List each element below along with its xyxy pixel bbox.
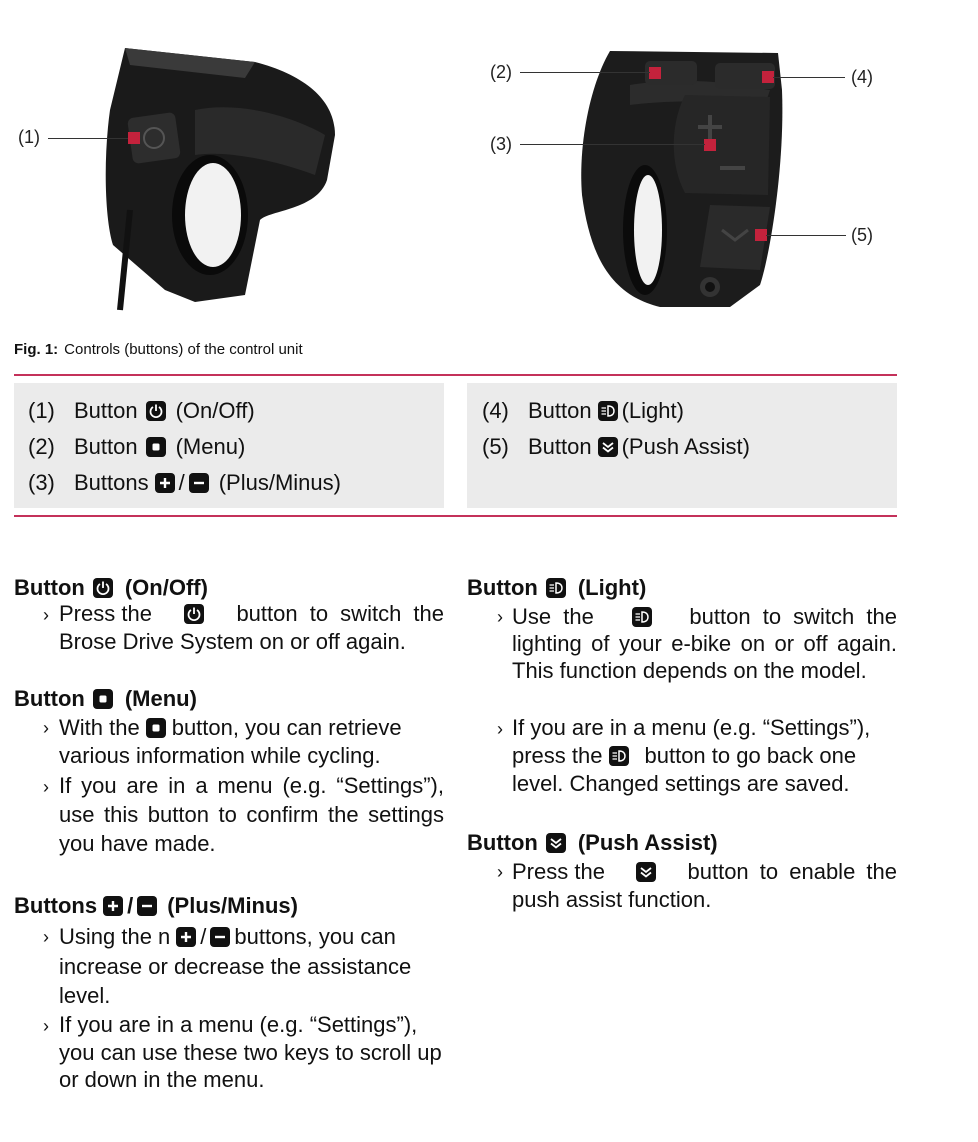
figure-caption <box>14 341 303 358</box>
light-bullet-2-line-1: If you are in a menu (e.g. “Settings”), <box>512 715 871 740</box>
text: button to enable the <box>687 859 897 884</box>
legend-item-3 <box>28 470 341 496</box>
menu-bullet-1-line-2: various information while cycling. <box>59 743 381 768</box>
legend-word: Button <box>528 398 592 423</box>
push-bullet-1-line-2: push assist function. <box>512 887 712 912</box>
minus-icon <box>210 927 230 947</box>
callout-label-1: (1) <box>18 127 40 147</box>
section-title-word: Button <box>14 575 85 600</box>
section-title-light <box>467 575 646 601</box>
callout-label-4: (4) <box>851 67 873 87</box>
text: button to switch the <box>689 604 897 629</box>
legend-word: Button <box>74 434 138 459</box>
plusminus-bullet-1-rest: increase or decrease the assistance level. <box>59 954 412 1008</box>
bullet-arrow: › <box>43 777 49 797</box>
push-assist-icon <box>636 862 656 882</box>
push-bullet-1-line-1 <box>512 858 897 886</box>
section-title-plusminus <box>14 893 298 919</box>
legend-top-rule <box>14 374 897 376</box>
figure-caption-text: Controls (buttons) of the control unit <box>64 341 303 358</box>
bullet-arrow: › <box>43 718 49 738</box>
text: press the <box>512 743 603 768</box>
callout-line-1 <box>48 138 128 139</box>
section-title-desc: (Light) <box>577 575 647 600</box>
bullet-arrow: › <box>43 605 49 625</box>
legend-desc: (Light) <box>621 398 684 423</box>
light-bullet-1-rest: lighting of your e-bike on or off again. This function depends on the model. <box>512 631 897 683</box>
text: button to switch the <box>236 601 444 626</box>
legend-item-1 <box>28 398 255 424</box>
bullet-arrow: › <box>497 862 503 882</box>
callout-line-2 <box>520 72 650 73</box>
power-icon <box>146 401 166 421</box>
section-title-word: Button <box>467 830 538 855</box>
control-unit-right-image <box>570 45 790 317</box>
section-title-onoff <box>14 575 208 601</box>
text: button to go back one <box>644 743 857 768</box>
legend-word: Buttons <box>74 470 149 495</box>
light-bullet-2-line-3: level. Changed settings are saved. <box>512 771 850 796</box>
callout-label-5: (5) <box>851 225 873 245</box>
light-icon <box>598 401 618 421</box>
callout-line-4 <box>773 77 845 78</box>
menu-icon <box>146 718 166 738</box>
plusminus-bullet-1-line-1 <box>59 923 449 951</box>
text: Using the n <box>59 924 171 949</box>
section-title-desc: (Plus/Minus) <box>167 893 298 918</box>
text: Press the <box>512 859 605 884</box>
section-title-word: Button <box>14 686 85 711</box>
plus-icon <box>176 927 196 947</box>
push-assist-icon <box>598 437 618 457</box>
text: button, you can retrieve <box>171 715 402 740</box>
onoff-bullet-1-line-2: Brose Drive System on or off again. <box>59 629 406 654</box>
legend-desc: (Plus/Minus) <box>218 470 341 495</box>
light-icon <box>546 578 566 598</box>
figure-caption-label: Fig. 1: <box>14 341 59 358</box>
bullet-arrow: › <box>497 719 503 739</box>
callout-marker-3 <box>704 139 716 151</box>
onoff-bullet-1-line-1 <box>59 600 444 628</box>
light-icon <box>609 746 629 766</box>
legend-item-2 <box>28 434 245 460</box>
legend-word: Button <box>528 434 592 459</box>
text: With the <box>59 715 140 740</box>
callout-line-3 <box>520 144 705 145</box>
minus-icon <box>137 896 157 916</box>
push-assist-icon <box>546 833 566 853</box>
plus-icon <box>103 896 123 916</box>
legend-desc: (Push Assist) <box>621 434 750 459</box>
control-unit-left-image <box>95 40 345 315</box>
legend-num: (4) <box>482 398 509 423</box>
section-title-sep: / <box>127 893 134 918</box>
menu-bullet-1-line-1 <box>59 714 444 742</box>
plus-icon <box>155 473 175 493</box>
section-title-word: Button <box>467 575 538 600</box>
section-title-desc: (Menu) <box>124 686 197 711</box>
text: Press the <box>59 601 152 626</box>
legend-desc: (Menu) <box>175 434 246 459</box>
menu-icon <box>146 437 166 457</box>
minus-icon <box>189 473 209 493</box>
menu-icon <box>93 689 113 709</box>
callout-label-2: (2) <box>490 62 512 82</box>
legend-num: (2) <box>28 434 55 459</box>
menu-bullet-2: If you are in a menu (e.g. “Settings”), use this button to confirm the settings you have made. <box>59 773 444 856</box>
legend-item-4 <box>482 398 684 424</box>
section-title-push <box>467 830 718 856</box>
light-bullet-1-line-1 <box>512 603 897 631</box>
section-title-desc: (On/Off) <box>124 575 208 600</box>
text: buttons, you can <box>234 924 396 949</box>
power-icon <box>184 604 204 624</box>
power-icon <box>93 578 113 598</box>
plusminus-bullet-2: If you are in a menu (e.g. “Settings”), you can use these two keys to scroll up or down in the menu. <box>59 1012 442 1092</box>
bullet-arrow: › <box>497 607 503 627</box>
callout-marker-1 <box>128 132 140 144</box>
callout-marker-2 <box>649 67 661 79</box>
bullet-arrow: › <box>43 927 49 947</box>
callout-label-3: (3) <box>490 134 512 154</box>
text: Use the <box>512 604 594 629</box>
light-icon <box>632 607 652 627</box>
section-title-word: Buttons <box>14 893 98 918</box>
legend-item-5 <box>482 434 750 460</box>
legend-num: (3) <box>28 470 55 495</box>
legend-desc: (On/Off) <box>175 398 255 423</box>
section-title-menu <box>14 686 197 712</box>
bullet-arrow: › <box>43 1016 49 1036</box>
light-bullet-2-line-2 <box>512 742 902 770</box>
legend-word: Button <box>74 398 138 423</box>
legend-num: (5) <box>482 434 509 459</box>
legend-sep: / <box>178 470 185 495</box>
section-title-desc: (Push Assist) <box>577 830 718 855</box>
callout-line-5 <box>766 235 846 236</box>
legend-bottom-rule <box>14 515 897 517</box>
legend-num: (1) <box>28 398 55 423</box>
text: / <box>200 924 207 949</box>
